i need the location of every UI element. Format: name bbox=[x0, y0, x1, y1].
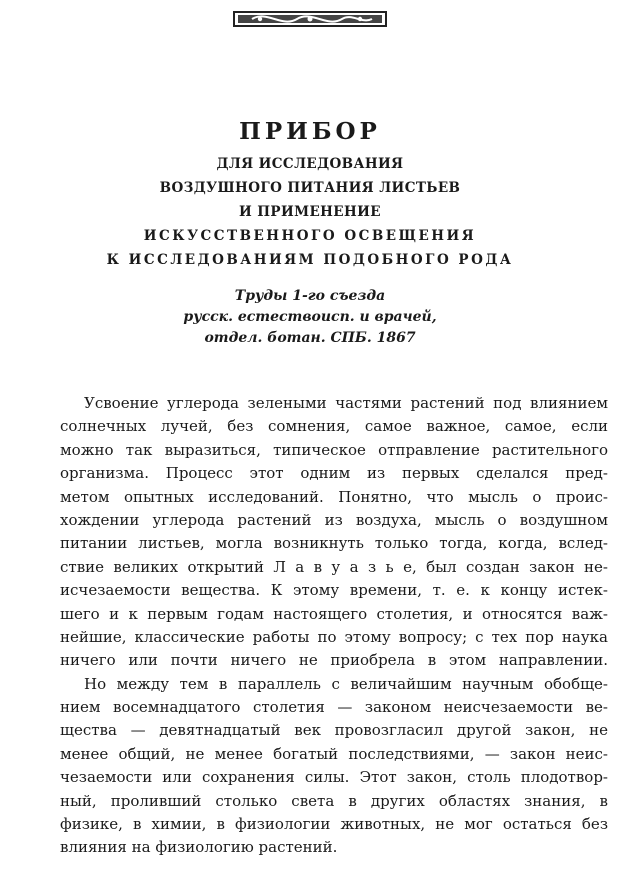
subtitle-line: И ПРИМЕНЕНИЕ bbox=[239, 204, 381, 220]
text-line: метом опытных исследований. Понятно, что мысль о проис- bbox=[60, 487, 608, 506]
text-line: ный, проливший столько света в других областях знания, в bbox=[60, 791, 608, 810]
text-line: нием восемнадцатого столетия — законом неисчезаемости ве- bbox=[60, 698, 608, 717]
subtitle-line: К ИССЛЕДОВАНИЯМ ПОДОБНОГО РОДА bbox=[106, 252, 514, 268]
paragraph bbox=[60, 673, 608, 860]
text-line: организма. Процесс этот одним из первых сделался пред- bbox=[60, 464, 608, 483]
source-citation bbox=[80, 286, 540, 349]
subtitle-line: ВОЗДУШНОГО ПИТАНИЯ ЛИСТЬЕВ bbox=[159, 180, 461, 196]
text-line: можно так выразиться, типическое отправление растительного bbox=[60, 440, 608, 459]
text-line: исчезаемости вещества. К этому времени, т. е. к концу истек- bbox=[60, 581, 608, 600]
text-line: Но между тем в параллель с величайшим научным обобще- bbox=[84, 674, 608, 693]
text-line: физике, в химии, в физиологии животных, не мог остаться без bbox=[60, 815, 608, 834]
citation-line: русск. естествоисп. и врачей, bbox=[183, 309, 437, 325]
text-line: хождении углерода растений из воздуха, мысль о воздушном bbox=[60, 510, 608, 529]
text-line: нейшие, классические работы по этому вопросу; с тех пор наука bbox=[60, 627, 608, 646]
text-line: щества — девятнадцатый век провозгласил другой закон, не bbox=[60, 721, 608, 740]
subtitle bbox=[0, 152, 620, 272]
decorative-ornament bbox=[232, 6, 388, 32]
page-title: ПРИБОР bbox=[239, 118, 381, 145]
text-line: влияния на физиологию растений. bbox=[60, 838, 338, 857]
text-line: чезаемости или сохранения силы. Этот закон, столь плодотвор- bbox=[60, 768, 608, 787]
subtitle-line: ИСКУССТВЕННОГО ОСВЕЩЕНИЯ bbox=[143, 228, 477, 244]
body-text bbox=[60, 392, 608, 860]
text-line: шего и к первым годам настоящего столетия, и относятся важ- bbox=[60, 604, 608, 623]
citation-line: отдел. ботан. СПБ. 1867 bbox=[204, 330, 416, 346]
text-line: питании листьев, могла возникнуть только тогда, когда, вслед- bbox=[60, 534, 608, 553]
citation-line: Труды 1-го съезда bbox=[234, 288, 386, 304]
subtitle-line: ДЛЯ ИССЛЕДОВАНИЯ bbox=[216, 156, 404, 172]
text-line: Усвоение углерода зелеными частями растений под влиянием bbox=[84, 394, 608, 412]
text-line: менее общий, не менее богатый последствиями, — закон неис- bbox=[60, 744, 608, 763]
text-line: ничего или почти ничего не приобрела в этом направлении. bbox=[60, 651, 608, 670]
text-line: ствие великих открытий Л а в у а з ь е, был создан закон не- bbox=[60, 557, 608, 576]
text-line: солнечных лучей, без сомнения, самое важное, самое, если bbox=[60, 417, 608, 436]
paragraph bbox=[60, 392, 608, 673]
